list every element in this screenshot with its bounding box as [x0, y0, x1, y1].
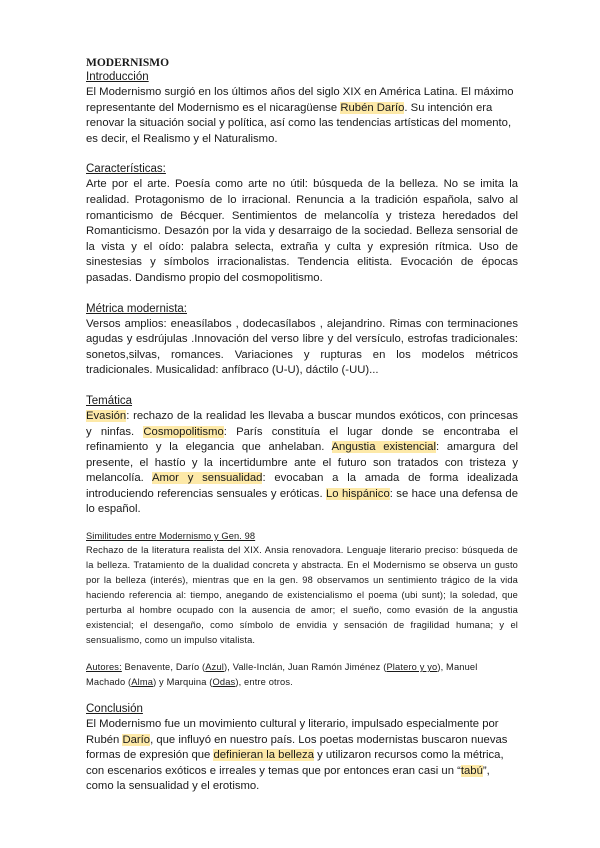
autores-text-5: ), entre otros. [235, 677, 293, 688]
conclusion-paragraph [86, 717, 518, 795]
conclusion-text-1: El Modernismo fue un movimiento cultural y literario, impulsado especialmente por Rubén [86, 718, 499, 746]
conclusion-text-2: , que influyó en nuestro país. Los poetas modernistas buscaron nuevas formas de expresión que [86, 733, 508, 762]
work-odas: Odas [212, 677, 236, 688]
caracteristicas-paragraph: Arte por el arte. Poesía como arte no útil: búsqueda de la belleza. No se imita la realidad. Protagonismo de lo irracional. Renuncia a la tradición española, salvo al romanticismo de Bécquer. Sentimientos de melancolía y tristeza heredados del Romanticismo. Desazón por la vida y desarraigo de la sociedad. Belleza sensorial de la vista y el oído: palabra selecta, extraña y culta y expresión rítmica. Uso de sinestesias y símbolos irracionalistas. Tendencia elitista. Evocación de épocas pasadas. Dandismo propio del cosmopolitismo. [86, 178, 518, 284]
document-page [86, 56, 518, 795]
highlight-definieran: definieran la belleza [213, 749, 314, 762]
conclusion-heading: Conclusión [86, 703, 143, 716]
tematica-text-5: : se hace una defensa de lo español. [86, 487, 519, 516]
intro-text-2: . Su intención era renovar la situación social y política, así como las tendencias artísticas del momento, es decir, el Realismo y el Naturalismo. [86, 101, 512, 145]
highlight-cosmopolitismo: Cosmopolitismo [143, 425, 224, 438]
work-platero: Platero y yo [386, 662, 438, 673]
tematica-text-1: : rechazo de la realidad les llevaba a buscar mundos exóticos, con princesas y ninfas. [86, 409, 518, 438]
metrica-heading: Métrica modernista: [86, 302, 187, 315]
autores-text-1: Benavente, Darío ( [121, 662, 206, 673]
tematica-text-3: : amargura del presente, el hastío y la incertidumbre ante el futuro son tratados con tristeza y melancolía. [86, 441, 518, 485]
intro-paragraph [86, 85, 518, 147]
conclusion-text-3: y utilizaron recursos como la métrica, con escenarios exóticos e irreales y temas que por entonces eran casi un “ [86, 749, 504, 777]
autores-text-2: ), Valle-Inclán, Juan Ramón Jiménez ( [223, 662, 387, 673]
tematica-text-2: : París constituía el lugar donde se encontraba el refinamiento y la elegancia que anhelaban. [86, 425, 518, 454]
tematica-text-4: : evocaban a la amada de forma idealizada introduciendo referencias sensuales y eróticas. [86, 472, 518, 500]
highlight-angustia: Angustia existencial [331, 441, 436, 454]
intro-text-1: El Modernismo surgió en los últimos años del siglo XIX en América Latina. El máximo representante del Modernismo es el nicaragüense [86, 86, 514, 114]
document-title: MODERNISMO [86, 57, 170, 69]
conclusion-text-4: ”, como la sensualidad y el erotismo. [86, 764, 490, 793]
highlight-evasion: Evasión [86, 409, 127, 422]
autores-text-3: ), Manuel Machado ( [86, 662, 478, 688]
tematica-paragraph [86, 409, 518, 518]
similitudes-heading: Similitudes entre Modernismo y Gen. 98 [86, 531, 256, 542]
work-alma: Alma [131, 677, 154, 688]
tematica-heading: Temática [86, 394, 133, 407]
highlight-hispanico: Lo hispánico [326, 487, 390, 500]
metrica-paragraph: Versos amplios: eneasílabos , dodecasílabos , alejandrino. Rimas con terminaciones agudas y esdrújulas .Innovación del verso libre y del versículo, estrofas tradicionales: sonetos,silvas, romances. Variaciones y rupturas en los modelos métricos tradicionales. Musicalidad: anfíbraco (U-U), dáctilo (-UU)... [86, 317, 518, 377]
highlight-ruben-dario: Rubén Darío [340, 101, 405, 114]
autores-paragraph [86, 660, 518, 690]
work-azul: Azul [205, 662, 224, 673]
highlight-tabu: tabú [460, 764, 483, 777]
highlight-amor: Amor y sensualidad [151, 472, 263, 485]
intro-heading: Introducción [86, 71, 149, 83]
autores-heading: Autores: [86, 662, 122, 673]
caracteristicas-heading: Características: [86, 163, 166, 176]
highlight-dario: Darío [122, 733, 151, 746]
autores-text-4: ) y Marquina ( [153, 677, 213, 688]
similitudes-paragraph: Rechazo de la literatura realista del XIX. Ansia renovadora. Lenguaje literario preciso: búsqueda de la belleza. Tratamiento de la dualidad concreta y abstracta. En el Modernismo se observa un gusto por la belleza (interés), mientras que en la gen. 98 observamos un sentimiento trágico de la vida haciendo referencia al: tiempo, anegando de existencialismo el poema (ubi sunt); la soledad, que perturba al hombre ocupado con la ausencia de amor; el sueño, como evasión de la angustia existencial; el desengaño, como símbolo de envidia y sensación de fragilidad humana; y el sensualismo, como un impulso vitalista. [86, 545, 518, 646]
